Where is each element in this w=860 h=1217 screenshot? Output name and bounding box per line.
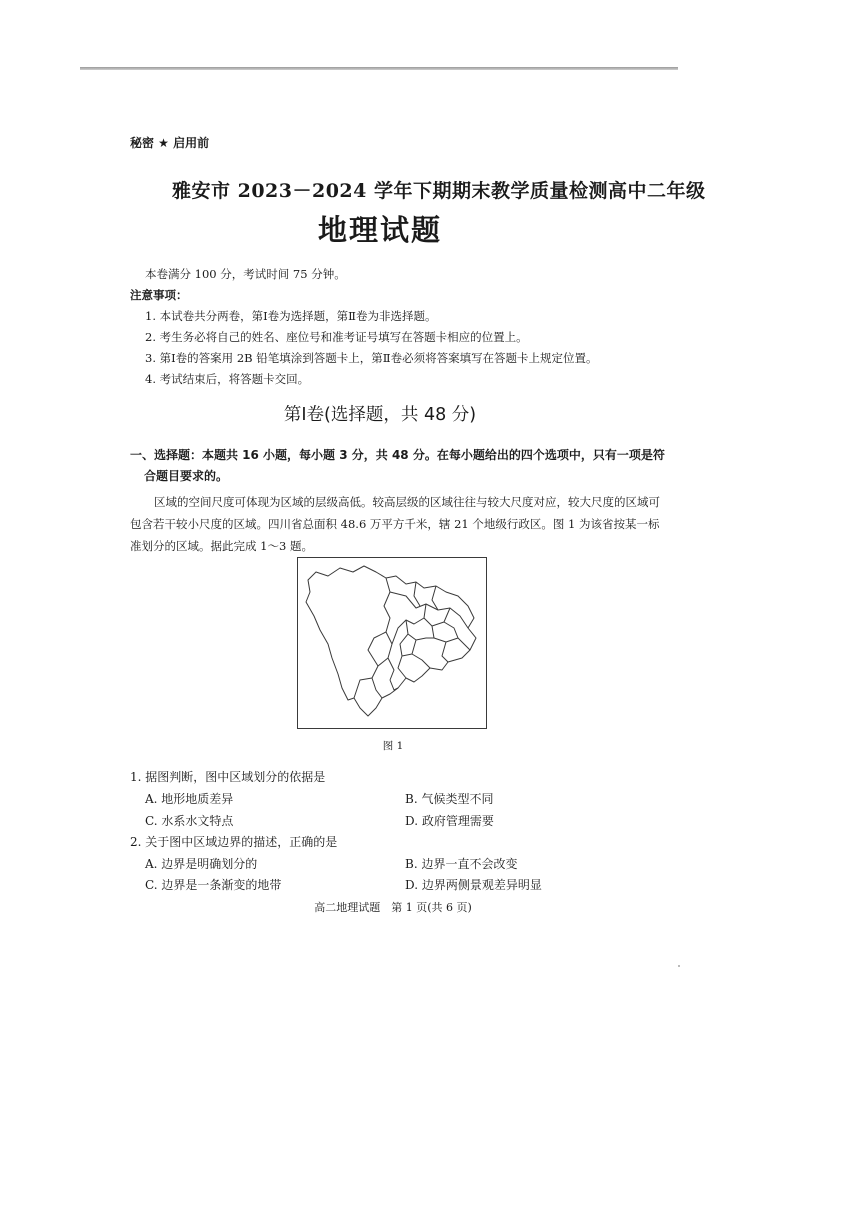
page-footer: 高二地理试题 第 1 页(共 6 页) [314,901,472,914]
exam-title: 雅安市 2023－2024 学年下期期末教学质量检测高中二年级 [172,180,706,202]
section-instructions-line: 合题目要求的。 [144,469,229,483]
notice-heading: 注意事项： [130,288,188,302]
region-border [432,626,470,650]
question-stem: 2. 关于图中区域边界的描述，正确的是 [130,835,338,849]
question-option: D. 边界两侧景观差异明显 [405,878,542,892]
region-border [442,642,448,662]
section-instructions-line: 一、选择题：本题共 16 小题，每小题 3 分，共 48 分。在每小题给出的四个选项中，只有一项是符 [130,448,665,462]
region-border [406,620,434,640]
scan-speck [678,965,680,967]
passage: 区域的空间尺度可体现为区域的层级高低。较高层级的区域往往与较大尺度对应，较大尺度的区域可包含若干较小尺度的区域。四川省总面积 48.6 万平方千米，辖 21 个地级行政区。图 1 为该省按某一标准划分的区域。据此完成 1～3 题。 [130,495,660,553]
notice-item: 3. 第Ⅰ卷的答案用 2B 铅笔填涂到答题卡上，第Ⅱ卷必须将答案填写在答题卡上规定位置。 [145,351,598,365]
region-border [390,680,398,690]
figure-caption: 图 1 [382,740,404,752]
question-option: A. 边界是明确划分的 [145,857,258,871]
section-title: 第Ⅰ卷(选择题，共 48 分) [283,405,477,425]
notice-item: 1. 本试卷共分两卷，第Ⅰ卷为选择题，第Ⅱ卷为非选择题。 [145,309,437,323]
region-border [402,654,412,656]
question-option: B. 气候类型不同 [405,792,494,806]
top-rule [80,67,678,70]
secret-label: 秘密 ★ 启用前 [130,136,210,150]
question-option: A. 地形地质差异 [145,792,234,806]
region-border [432,586,438,610]
region-border [412,640,430,668]
question-option: B. 边界一直不会改变 [405,857,518,871]
figure-1-map [297,557,487,729]
question-option: C. 水系水文特点 [145,814,234,828]
section-instructions [130,445,670,487]
sichuan-region-map [298,558,488,730]
region-border [414,582,420,606]
notice-item: 2. 考生务必将自己的姓名、座位号和准考证号填写在答题卡相应的位置上。 [145,330,528,344]
subject-title: 地理试题 [317,213,442,247]
region-border [354,678,372,698]
region-border [444,622,458,638]
region-border [368,632,386,666]
question-stem: 1. 据图判断，图中区域划分的依据是 [130,770,326,784]
question-option: C. 边界是一条渐变的地带 [145,878,282,892]
region-border [384,578,394,680]
notice-item: 4. 考试结束后，将答题卡交回。 [145,372,310,386]
question-option: D. 政府管理需要 [405,814,494,828]
region-border [372,658,388,698]
score-line: 本卷满分 100 分，考试时间 75 分钟。 [145,267,346,281]
